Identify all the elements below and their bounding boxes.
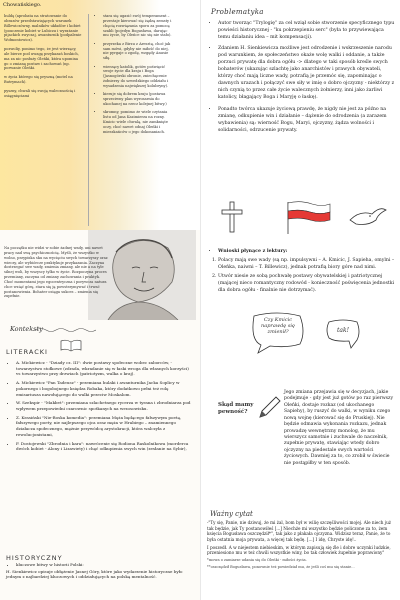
historical-contexts [6,562,194,580]
problem-item: • Zdaniem H. Sienkiewicza możliwe jest odrodzenie i wskrzeszenie narodu pod warunkiem, że społeczeństwo okaże wolę walki i oddanie, a także porzuci prywatę dla dobra ogółu -> dlatego w taki sposób kreśle swych bohaterów (ukazując szlachtę jako anarchistów i prawych obywateli, którzy choć mają liczne wady, potrafią je przemóc się, zapominając o dawnych urazach i połączyć swe siły w imię o dobro ojczyzny - niektórzy z nich czynią to przez całe życie walecznych żołnierzy, inni jako żarliwi katolicy, błagający Boga i Maryję o łaskę). [218,45,396,101]
wavy-underline-icon [36,327,96,333]
conclusion-item: 2. Utwór niesie ze sobą pochwałę postawy obywatelskiej i patriotycznej (mającej nieco romantyczny rodowód - konieczność poświęcenia jednostki dla dobra ogółu - finalnie nie dotrzymać). [218,273,396,294]
trait-text: huldę (aprobata na stratowanie do obrazów przedstawiających warunek Billewiczówny, malników układów i kobiet (pouczenie kobiet w Lubiczu i wyrażanie pijackich zwyczaj, awanturnik (podpalenie Wołmontowicz). [4,14,82,43]
context-item: • A. Mickiewicz - "Dziady cz. III": dwie postawy społeczne wobec zaborców, - towarzystwo stołkowe (zdrada, wkradanie się w łaski wroga dla własnych korzyści) vs towarzystwo przy drzwiach (patriotyzm, walka o kraj). [16,360,194,377]
bubble-answer: tak! [336,327,350,334]
footnote: **oszczędził Bogusława, ponownie też powiedział mu, że jeśli coś mu się stanie... [207,564,355,569]
cross-icon [222,202,242,232]
context-item: • kluczowe bitwy w historii Polski: [16,562,194,568]
historical-text: H. Sienkiewicz opisuje obłężenie Jasnej Góry, które jako wydarzenie historyczne było jednym z najbardziej kluczowych i oddziałujących na polską mentalność. [6,568,183,580]
context-item: • Z. Krasiński "Nie-Boska komedia": przemiana Męża będącego fałszywym poetą, fałszywego poety, nie najlepszego ojca oraz męża w Hrabiego – znamiennego działacza społecznego, mężnie przywódcę arystokracji, która walczyła z rewolucjonistami, [16,415,194,438]
conclusion-item: 1. Polacy mają swe wady (są np. impulsywni – A. Kmicic, J. Sapieha, omylni – Oleńka, naiwni – T. Billewicz), jednak potrafią biory góre nad nimi. [218,257,396,271]
quote-paragraph: I poszedł. A w niejestem niebieskim, w którym zapisują się źle i dobre uczynki ludzkie, przeniesiono mu w też chwili wszystkie winy, bo tak człowiek żupełnie poprawiony" [207,544,391,556]
certainty-label: Skąd mamy pewność? [218,402,254,415]
polish-flag-icon [288,202,330,234]
conclusions-section [208,248,396,296]
trait-item: • kieruje się dobrem kraju (postawa sprzeciwny plan wyrosarnia do ukochanej na rzecz kolejnej bitwy.) [103,92,172,107]
important-quote [207,520,396,572]
literary-heading: LITERACKI [6,348,48,356]
trait-item: • stara się ugasić swój temperament – przestaje kierować się żądzą zemsty i chęcią rozwiązania sporu za pomocą szabli (pojedyn Bogusława, darując mu życie, by Oleńce nic się nie stało). [103,14,172,38]
footnote: *mowa o zamiarze udania się do Oleńki - miłości życia. [207,558,307,563]
trait-text: pozwoliy, ponimo tego, że jest wierzący, ale bierze pod uwagę przykazań boskich, ma za nic posłuży Oleńki, która upomina go o zmianę postaw i zachowań (np. porwanie Oleńki. [4,47,79,71]
problem-heading: Problematyka [211,8,264,16]
problem-bullets [208,20,396,138]
trait-item: • wierzący katolik, gotów poświęcić swoje życie dla kraju i Boga (Jasnogórski obronie, zniechęcenie żołnierzy do szwedzkiego oddziału i wysadzenia największej kolubryny). [103,65,172,89]
traits-after-column [96,14,172,138]
historical-heading: HISTORYCZNY [6,554,63,562]
header-fragment: Chowańskiego. [3,2,42,8]
column-divider [88,14,89,226]
problem-item: • Ponadto twórca ukazuje życiową prawdę, że nigdy nie jest za późno na zmianę, odkupienie win i działanie – dążenie do odrodzenia (a zarazem wybawienia) są: wierność Bogu, Maryi, ojczyzny, żądza wolności i solidarności, odrzucenie prywaty. [218,106,396,134]
transformation-paragraph: Na początku nie widzi w sobie żadnej wady, uni nawet pracy nad swą psychicznością. Myśli, że wszystko w wolno, przypiska sku na wycięciu swych towarzyszy oraz wieczy, ale wybiórcze praktykuje przykazania. Zaczyna dostrzegać swe wady, zmienia zmiany, ale nie a na tyle silnej woli, by wszyscy tylko w życie. Rozpoczyna proces przemiany, zaczyna od zmiany zachowania i praktyk. Choć momentami jego egocentryczna i porywcza natura chce wziąć górę, stara się ją powstrzymywać i trwać postanowienia. Bohater osiąga sukces – zmienia się zupełnie. [4,246,108,299]
pen-icon [256,395,282,421]
traits-before-column [4,14,82,103]
conclusions-heading: • Wnioski płynące z lektury: [218,248,396,255]
trait-text: w życia którego się pryszną (motel na Butrymach). [4,75,73,85]
contexts-heading: Konteksty [10,325,43,333]
open-book-icon [60,338,82,352]
trait-item: • przyrzeka z Birzu z Aresztą, choć jak sam mówi, gdyby nie miłość do niej, nie pyrgaje o zgodę, wzgędy Anusie siłę. [103,42,172,61]
bubble-question: Czy Kmicic naprawdę się zmienił? [261,317,295,335]
dove-icon [350,209,386,225]
flags-icon [210,198,390,236]
context-item: • A. Mickiewicz "Pan Tadeusz" - przemiana hulaki i awanturnika Jacka Soplicy w pokornego i bogobojnego księdza Robaka, który dodatkowo pełni też rolę emisariusza nawołującego do walki przeciw Moskalom. [16,380,194,397]
context-item: • F. Dostojewski "Zbrodnia i kara": nawrócenie się Rodiona Raskolnikowa (morderca dwóch kobiet - Alony i Lizawiety) i chęć odkupienia swych win (zesłanie na Sybir), [16,441,194,452]
context-item: • W. Szekspir - "Makbet": przemiana szlachetnego rycerza w tyrana i zbrodniarza pod wpływem przepowiedni czarownic spotkanych na wrzosowisku. [16,400,194,411]
quote-paragraph: -"Ty się, Panie, nie dziwuj, że mi żal, bom był w wilię szczęśliwości mojej. Ale niech już tak będzie, jak Ty postanowiłeś [...] Niechże mi wszystko będzie policzone za to, żem księcia Bogusława oszczędził*", tak jako z płakała ojczyzna. Widzisz teraz, Panie, że to była ostatnia moja prywata, a więcej tak będę. [...] I idę, Chryste idę!.. [207,520,391,543]
trait-item: • skromny, pomimo że wiele czytania listu od Jana Kazimierza na rozny. Kmicic wiele chwalą, nie zamknięte oczy, choć nawet odnaj Oleńki i mieszkańców o jego dokonaniach. [103,110,172,134]
problem-item: • Autor tworząc "Trylogię" za cel wziął sobie stworzenie specyficznego typu powieści historycznej - "ku pokrzepieniu serc" (była to przywiewająca temu działaniu idea – mit kompensacji). [218,20,396,41]
quote-heading: Ważny cytat [210,510,253,518]
trait-text: pyszny, chwali się swoją walecznością i osiągnięciami [4,88,76,98]
literary-contexts-list [6,360,194,455]
change-evidence-text: Jego zmiana przejawia się w decyzjach, jakie podejmuje - gdy jest już gotów po raz pierwszy Oleńki, dostaje rozkaz (od ukochanego Sapiehy), by ruszyć do walki, w wyniku czego nową wojnę (kierować się do Pruskiej). Nie będzie odmawia wykonania rozkazu, jednak prowadzę wewnętrzny monolog, że mu wierszycz samotnie i zuchwale do naczelnik, zupełnie prywatę, stawiając wtedy dobro ojczyzny na piedestale swych wartości życiowych. Dawniej za to, co zrobił w świecie nie postąpiłby w ten sposób. [284,390,394,466]
